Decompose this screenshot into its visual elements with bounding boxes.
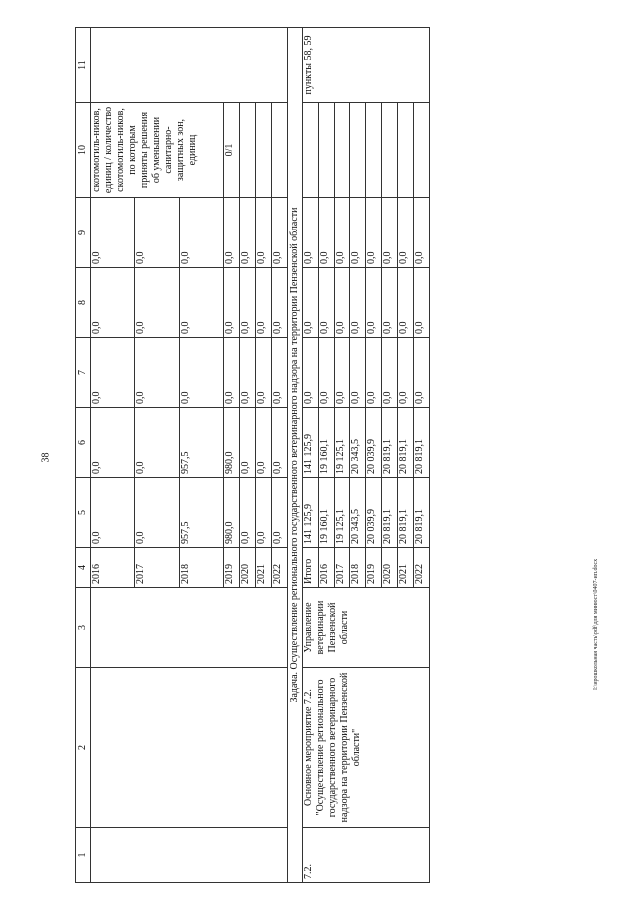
cell-value: 20 819,1 [414, 408, 430, 478]
cell-value: 0,0 [334, 338, 350, 408]
cell-value: 19 125,1 [334, 478, 350, 548]
cell-value: 20 039,9 [366, 478, 382, 548]
table-row [302, 28, 318, 883]
cell-value: 0,0 [256, 268, 272, 338]
table-row [91, 28, 135, 883]
column-number: 4 [76, 548, 91, 588]
cell-value: 0,0 [366, 268, 382, 338]
cell-executor: Управление ветеринарии Пензенской области [302, 588, 429, 668]
cell-value: 0,0 [91, 268, 135, 338]
cell-value: 20 039,9 [366, 408, 382, 478]
cell-indicator-value: 0/1 [224, 103, 240, 198]
cell-value: 980,0 [224, 408, 240, 478]
column-number: 1 [76, 828, 91, 883]
cell-value: 20 343,5 [350, 478, 366, 548]
cell-value: 0,0 [271, 198, 287, 268]
cell-value: 0,0 [302, 198, 318, 268]
cell-value: 0,0 [135, 408, 179, 478]
cell-year: 2016 [91, 548, 135, 588]
cell-value: 0,0 [382, 198, 398, 268]
cell-reference: пункты 58, 59 [302, 28, 429, 103]
cell-value: 0,0 [414, 338, 430, 408]
cell-year: 2021 [398, 548, 414, 588]
cell-value: 0,0 [350, 198, 366, 268]
cell-value: 0,0 [398, 338, 414, 408]
cell-code: 7.2. [302, 828, 429, 883]
cell-value: 0,0 [240, 408, 256, 478]
footer-file-path: I:\ирошкольная часть\pdf\для минюст\0407-ип.docx [593, 558, 599, 690]
cell-value: 0,0 [224, 198, 240, 268]
cell-value: 20 819,1 [398, 478, 414, 548]
cell-value: 0,0 [240, 478, 256, 548]
cell-value: 0,0 [366, 198, 382, 268]
cell-value [414, 103, 430, 198]
cell-value: 0,0 [414, 198, 430, 268]
cell-value: 20 819,1 [414, 478, 430, 548]
cell-value: 0,0 [179, 268, 223, 338]
cell-value: 0,0 [271, 268, 287, 338]
cell-value: 0,0 [91, 478, 135, 548]
cell-value: 0,0 [240, 198, 256, 268]
cell-value: 957,5 [179, 408, 223, 478]
cell-year: 2018 [179, 548, 223, 588]
cell-year: 2017 [135, 548, 179, 588]
cell-value: 0,0 [318, 268, 334, 338]
cell-value: 0,0 [271, 338, 287, 408]
cell-value: 20 819,1 [382, 408, 398, 478]
cell-year: 2019 [366, 548, 382, 588]
task-title: Задача. Осуществление регионального государственного ветеринарного надзора на территории Пензенской области [287, 28, 302, 883]
cell-value: 0,0 [334, 268, 350, 338]
cell-value: 0,0 [91, 198, 135, 268]
cell-value: 19 160,1 [318, 478, 334, 548]
cell-year: 2020 [382, 548, 398, 588]
cell-value [398, 103, 414, 198]
cell-value: 0,0 [135, 268, 179, 338]
cell-value: 0,0 [240, 338, 256, 408]
cell-value [302, 103, 318, 198]
cell-year: 2017 [334, 548, 350, 588]
cell-value: 0,0 [271, 478, 287, 548]
cell-value: 0,0 [256, 338, 272, 408]
cell-value: 0,0 [302, 338, 318, 408]
header-row [76, 28, 91, 883]
cell-value: 19 125,1 [334, 408, 350, 478]
column-number: 7 [76, 338, 91, 408]
cell-value: 0,0 [179, 338, 223, 408]
cell-year: 2016 [318, 548, 334, 588]
cell-value: 0,0 [271, 408, 287, 478]
cell-value: 0,0 [240, 268, 256, 338]
cell-value: 0,0 [302, 268, 318, 338]
cell-value: 0,0 [256, 408, 272, 478]
column-number: 3 [76, 588, 91, 668]
page-number: 38 [40, 452, 52, 463]
cell-executor [91, 588, 288, 668]
cell-value: 0,0 [224, 268, 240, 338]
column-number: 6 [76, 408, 91, 478]
column-number: 10 [76, 103, 91, 198]
cell-value: 141 125,9 [302, 408, 318, 478]
cell-year: 2022 [271, 548, 287, 588]
cell-value: 0,0 [382, 268, 398, 338]
column-number: 11 [76, 28, 91, 103]
cell-indicator: скотомогиль-ников, единиц / количество скотомогиль-ников, по которым приняты решения об уменьшении санитарно-защитных зон, единиц [91, 103, 224, 198]
cell-year: 2020 [240, 548, 256, 588]
cell-name: Основное мероприятие 7.2. "Осуществление регионального государственного ветеринарного надзора на территории Пензенской области" [302, 668, 429, 828]
cell-value: 0,0 [179, 198, 223, 268]
cell-value: 0,0 [224, 338, 240, 408]
cell-value: 0,0 [91, 408, 135, 478]
cell-value: 0,0 [350, 338, 366, 408]
cell-value [366, 103, 382, 198]
cell-value [318, 103, 334, 198]
cell-indicator-value [271, 103, 287, 198]
cell-reference [91, 28, 288, 103]
cell-year: 2022 [414, 548, 430, 588]
cell-value: 0,0 [398, 198, 414, 268]
rotated-table-container [75, 28, 430, 883]
cell-value: 20 819,1 [382, 478, 398, 548]
cell-value: 0,0 [256, 478, 272, 548]
column-number: 2 [76, 668, 91, 828]
program-table [75, 27, 430, 883]
cell-value: 20 819,1 [398, 408, 414, 478]
column-number: 9 [76, 198, 91, 268]
column-number: 5 [76, 478, 91, 548]
cell-indicator-value [240, 103, 256, 198]
cell-value: 0,0 [414, 268, 430, 338]
cell-value: 141 125,9 [302, 478, 318, 548]
cell-value: 0,0 [135, 338, 179, 408]
cell-value [350, 103, 366, 198]
cell-value: 0,0 [382, 338, 398, 408]
cell-year: 2019 [224, 548, 240, 588]
cell-value: 980,0 [224, 478, 240, 548]
cell-year: 2021 [256, 548, 272, 588]
cell-value [382, 103, 398, 198]
cell-code [91, 828, 288, 883]
cell-value: 0,0 [318, 338, 334, 408]
cell-year: Итого [302, 548, 318, 588]
cell-value: 0,0 [91, 338, 135, 408]
cell-value: 0,0 [350, 268, 366, 338]
cell-value: 957,5 [179, 478, 223, 548]
cell-name [91, 668, 288, 828]
cell-value: 0,0 [318, 198, 334, 268]
cell-value: 0,0 [135, 478, 179, 548]
cell-value: 0,0 [135, 198, 179, 268]
cell-value: 0,0 [398, 268, 414, 338]
cell-value: 19 160,1 [318, 408, 334, 478]
column-number: 8 [76, 268, 91, 338]
cell-value: 0,0 [334, 198, 350, 268]
cell-value: 0,0 [256, 198, 272, 268]
cell-year: 2018 [350, 548, 366, 588]
task-row [287, 28, 302, 883]
cell-indicator-value [256, 103, 272, 198]
cell-value: 20 343,5 [350, 408, 366, 478]
cell-value: 0,0 [366, 338, 382, 408]
cell-value [334, 103, 350, 198]
